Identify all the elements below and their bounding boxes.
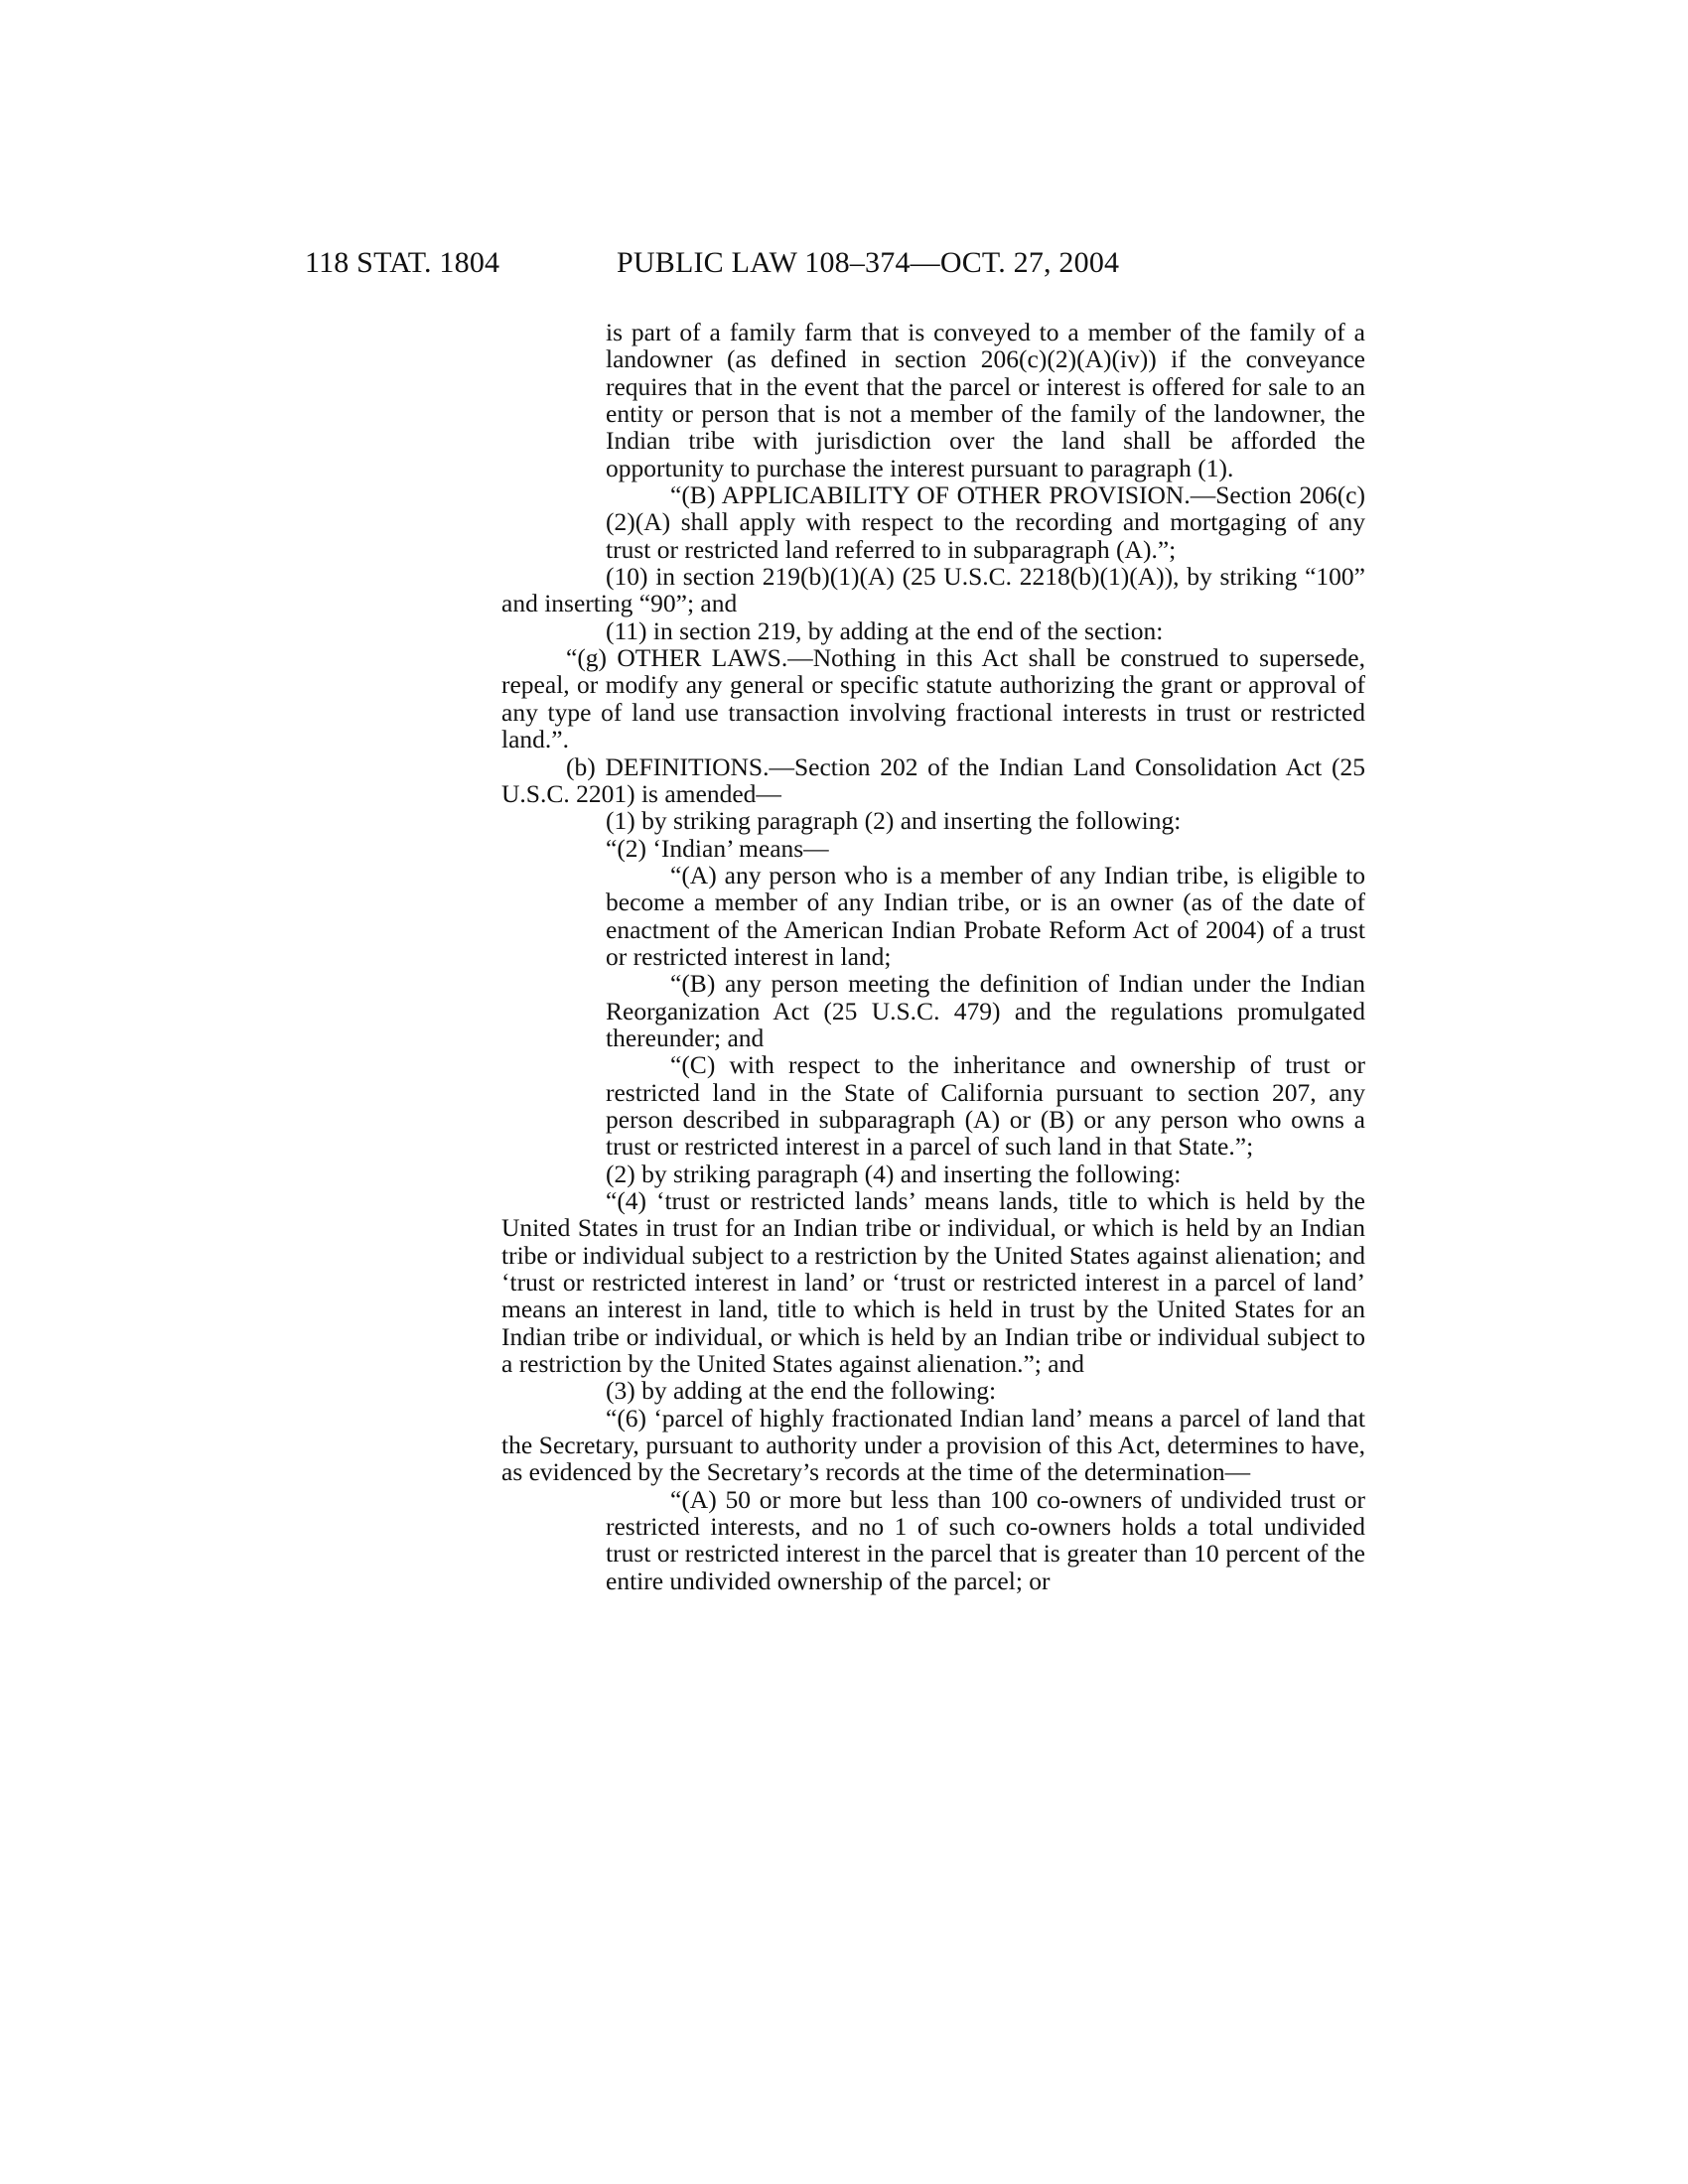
page-header bbox=[0, 246, 1688, 286]
paragraph-trust-lands: “(4) ‘trust or restricted lands’ means lands, title to which is held by the United States in trust for an Indian tribe or individual, or which is held by an Indian tribe or individual subject to a restriction by the United States against alienation; and ‘trust or restricted interest in land’ or ‘trust or restricted interest in a parcel of land’ means an interest in land, title to which is held in trust by the United States for an Indian tribe or individual, or which is held by an Indian tribe or individual subject to a restriction by the United States against alienation.”; and bbox=[501, 1186, 1365, 1379]
paragraph-item-11: (11) in section 219, by adding at the end of the section: bbox=[606, 615, 1164, 645]
paragraph-definitions: (b) DEFINITIONS.—Section 202 of the Indian Land Consolidation Act (25 U.S.C. 2201) is amended— bbox=[501, 751, 1365, 808]
paragraph-indian-means: “(2) ‘Indian’ means— bbox=[606, 833, 829, 863]
paragraph-item-1: (1) by striking paragraph (2) and inserting the following: bbox=[606, 806, 1182, 836]
paragraph-item-10: (10) in section 219(b)(1)(A) (25 U.S.C. 2218(b)(1)(A)), by striking “100” and inserting “90”; and bbox=[501, 562, 1365, 618]
paragraph-highly-fractionated: “(6) ‘parcel of highly fractionated Indian land’ means a parcel of land that the Secretary, pursuant to authority under a provision of this Act, determines to have, as evidenced by the Secretary’s records at the time of the determination— bbox=[501, 1403, 1365, 1487]
paragraph-item-3: (3) by adding at the end the following: bbox=[606, 1376, 997, 1406]
document-body bbox=[501, 319, 1365, 1594]
paragraph-other-laws: “(g) OTHER LAWS.—Nothing in this Act shall be construed to supersede, repeal, or modify any general or specific statute authorizing the grant or approval of any type of land use transaction involving fractional interests in trust or restricted land.”. bbox=[501, 643, 1365, 754]
paragraph-subpara-a: “(A) any person who is a member of any Indian tribe, is eligible to become a member of any Indian tribe, or is an owner (as of the date of enactment of the American Indian Probate Reform Act of 2004) of a trust or restricted interest in land; bbox=[606, 860, 1365, 971]
public-law-reference: PUBLIC LAW 108–374—OCT. 27, 2004 bbox=[617, 246, 1120, 279]
paragraph-subpara-b: “(B) any person meeting the definition of Indian under the Indian Reorganization Act (25 U.S.C. 479) and the regulations promulgated thereunder; and bbox=[606, 969, 1365, 1052]
paragraph-item-2: (2) by striking paragraph (4) and inserting the following: bbox=[606, 1159, 1182, 1188]
paragraph-subpara-a-coowners: “(A) 50 or more but less than 100 co-owners of undivided trust or restricted interests, and no 1 of such co-owners holds a total undivided trust or restricted interest in the parcel that is greater than 10 percent of the entire undivided ownership of the parcel; or bbox=[606, 1484, 1365, 1595]
statute-reference: 118 STAT. 1804 bbox=[305, 246, 500, 279]
paragraph-applicability: “(B) APPLICABILITY OF OTHER PROVISION.—Section 206(c)(2)(A) shall apply with respect to the recording and mortgaging of any trust or restricted land referred to in subparagraph (A).”; bbox=[606, 480, 1365, 564]
paragraph-family-farm: is part of a family farm that is conveyed to a member of the family of a landowner (as defined in section 206(c)(2)(A)(iv)) if the conveyance requires that in the event that the parcel or interest is offered for sale to an entity or person that is not a member of the family of the landowner, the Indian tribe with jurisdiction over the land shall be afforded the opportunity to purchase the interest pursuant to paragraph (1). bbox=[606, 318, 1365, 482]
paragraph-subpara-c: “(C) with respect to the inheritance and ownership of trust or restricted land in the State of California pursuant to section 207, any person described in subparagraph (A) or (B) or any person who owns a trust or restricted interest in a parcel of such land in that State.”; bbox=[606, 1050, 1365, 1161]
